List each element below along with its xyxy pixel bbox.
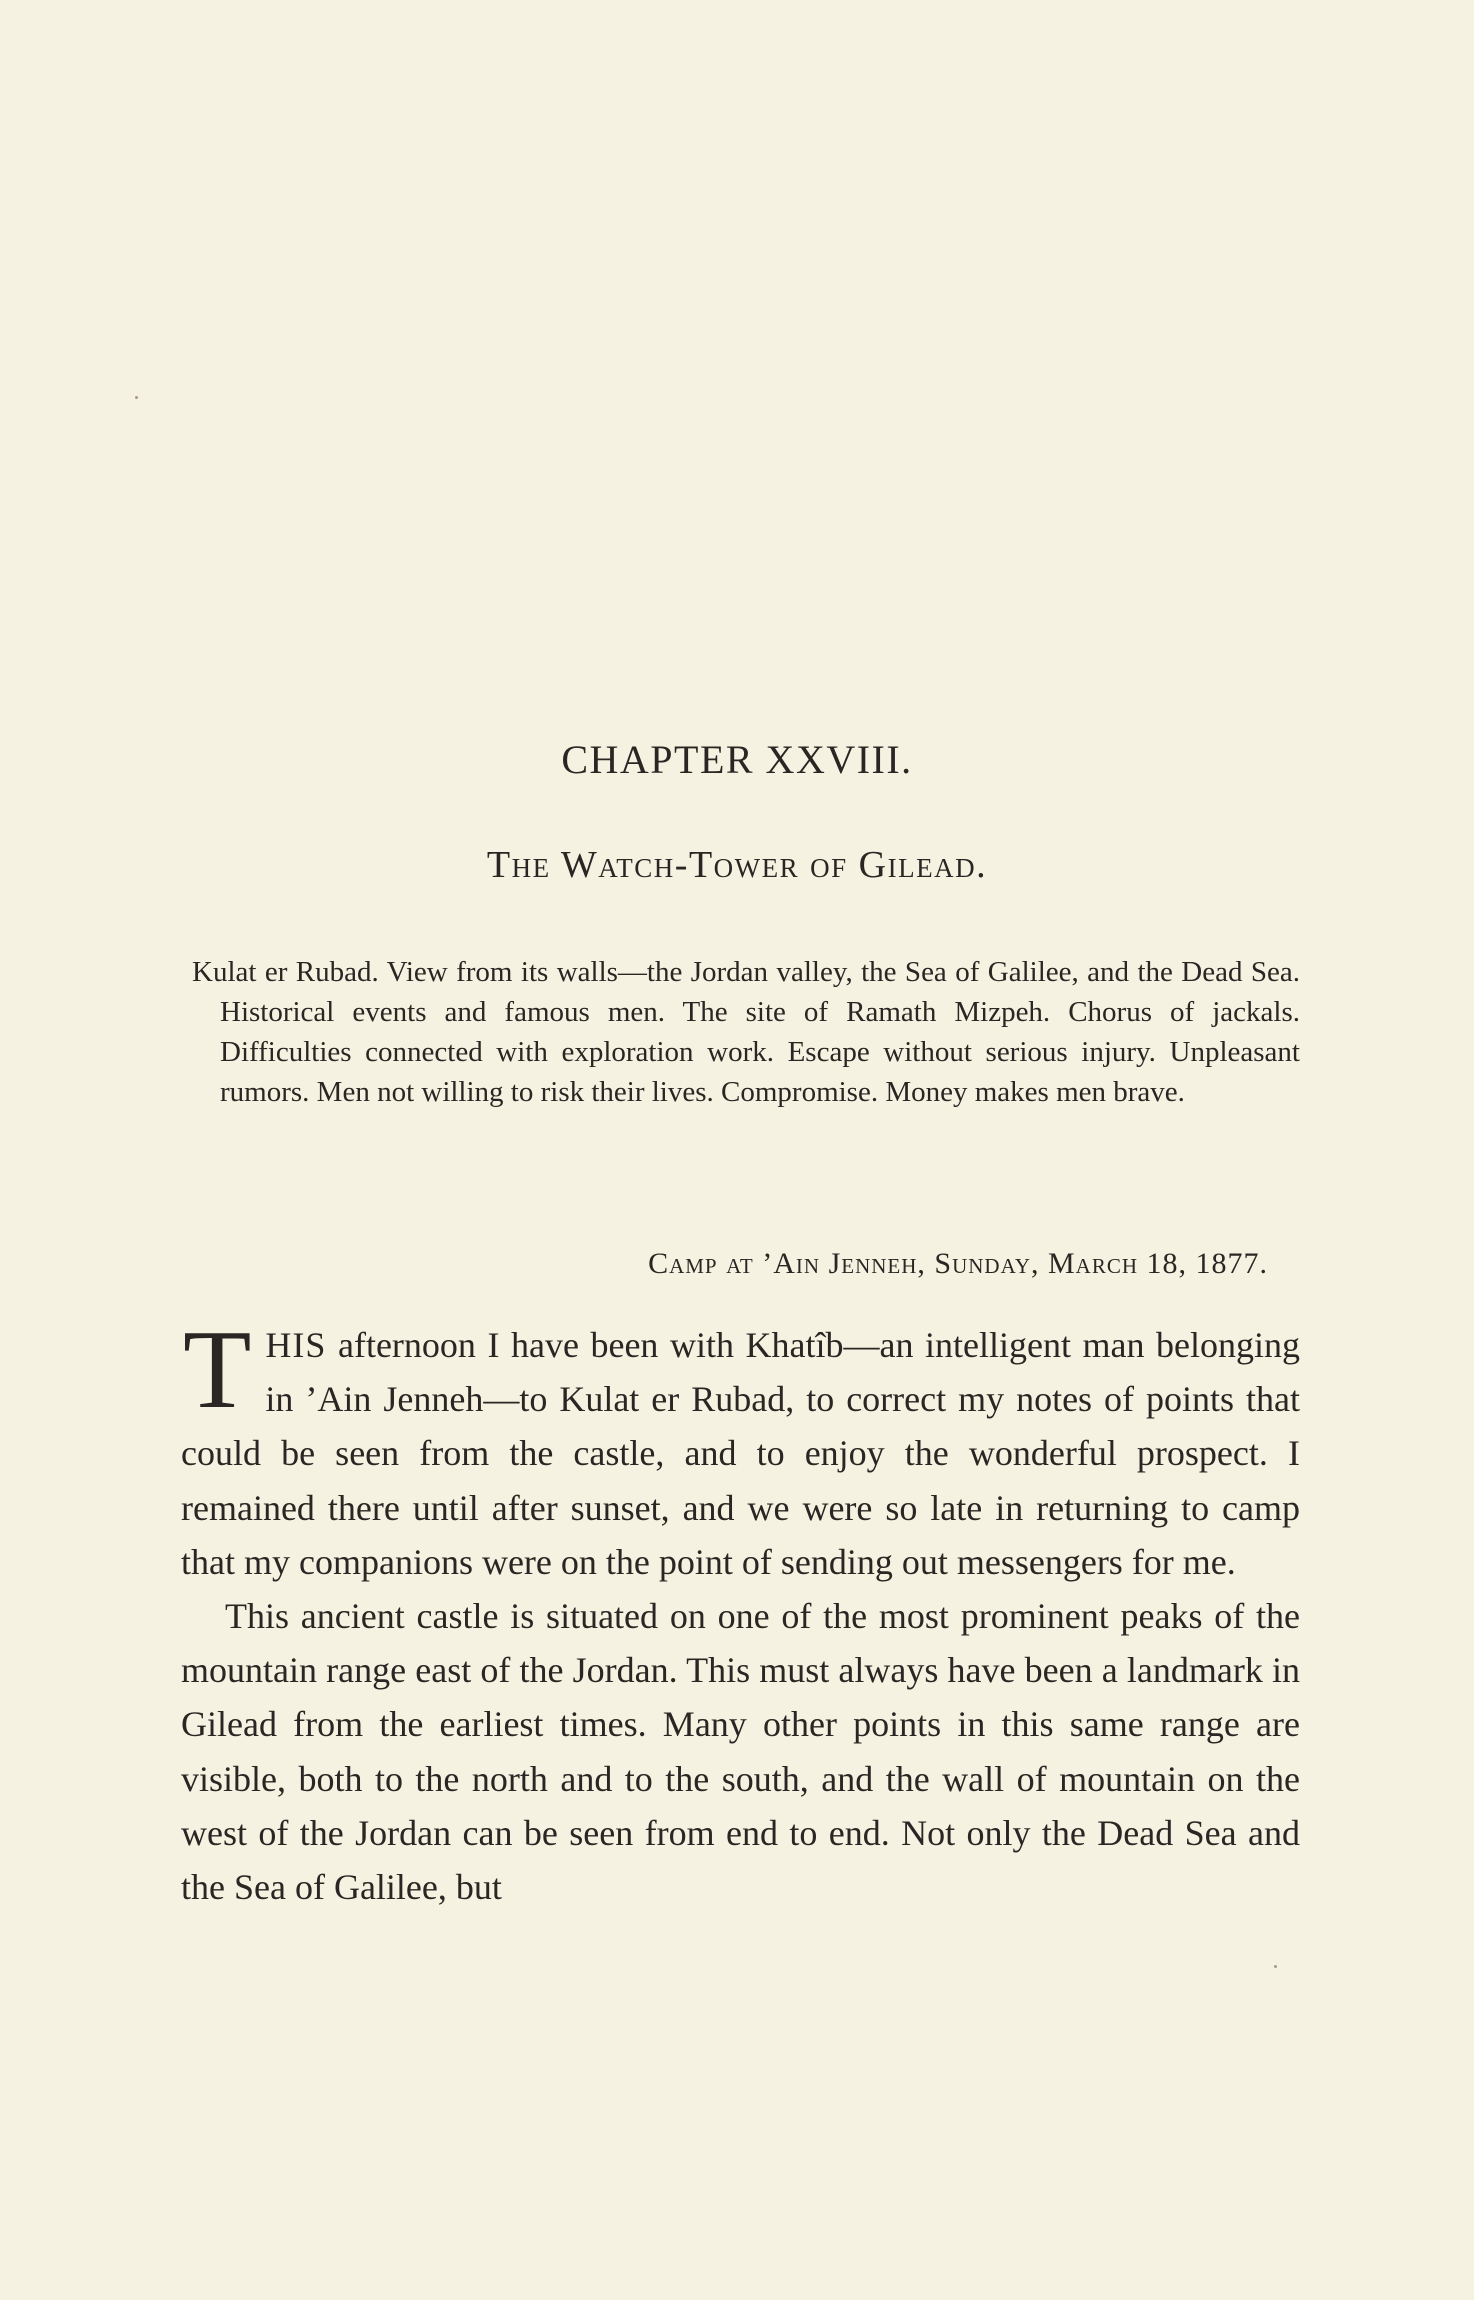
paragraph-2: This ancient castle is situated on one of the most prominent peaks of the mountain range east of the Jordan. This must always have been a landmark in Gilead from the earliest times. Many other points in this same range are visible, both to the north and to the south, and the wall of mountain on the west of the Jordan can be seen from end to end. Not only the Dead Sea and the Sea of Galilee, but: [181, 1596, 1300, 1908]
paper-speck: [135, 396, 138, 399]
paragraph-1: [181, 1308, 1300, 1589]
chapter-summary-text: Kulat er Rubad. View from its walls—the Jordan valley, the Sea of Galilee, and the Dead Sea. Historical events and famous men. The site of Ramath Mizpeh. Chorus of jackals. Difficulties connected with exploration work. Escape without serious injury. Unpleasant rumors. Men not willing to risk their lives. Compromise. Money makes men brave.: [192, 956, 1300, 1108]
dateline: Camp at ’Ain Jenneh, Sunday, March 18, 1877.: [648, 1247, 1268, 1280]
drop-cap: T: [183, 1308, 252, 1432]
chapter-summary: [192, 952, 1300, 1112]
lead-word: HIS: [265, 1325, 327, 1365]
chapter-title: The Watch-Tower of Gilead.: [486, 844, 988, 886]
paragraph-1-text: afternoon I have been with Khatîb—an intelligent man belonging in ’Ain Jenneh—to Kulat er Rubad, to correct my notes of points that could be seen from the castle, and to enjoy the wonderful prospect. I remained there until after sunset, and we were so late in returning to camp that my companions were on the point of sending out messengers for me.: [181, 1325, 1300, 1582]
body-text: [181, 1308, 1300, 1914]
chapter-number-heading: CHAPTER XXVIII.: [561, 737, 913, 782]
paper-speck: [1274, 1965, 1277, 1968]
